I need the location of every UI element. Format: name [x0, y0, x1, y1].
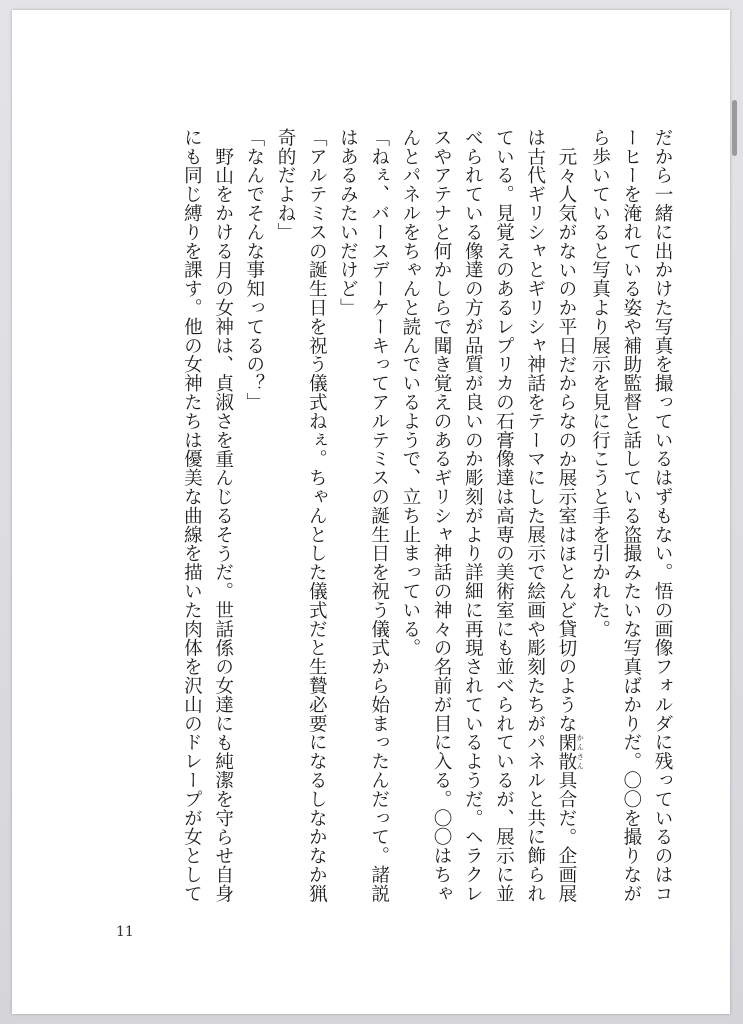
vertical-scrollbar[interactable]: [732, 100, 737, 156]
paragraph-4-dialogue: 「アルテミスの誕生日を祝う儀式ねぇ。ちゃんとした儀式だと生贄必要になるしなかなか猟奇的だよね」: [275, 128, 328, 903]
ruby-reading: かんさん: [576, 732, 585, 771]
page-number: 11: [116, 924, 134, 940]
paragraph-6: 野山をかける月の女神は、貞淑さを重んじるそうだ。世話係の女達にも純潔を守らせ自身にも同じ縛りを課す。他の女神たちは優美な曲線を描いた肉体を沢山のドレープが女として: [181, 128, 234, 903]
paragraph-2: [395, 128, 585, 918]
ruby-base: 閑散: [555, 732, 577, 771]
vertical-text-body: [108, 128, 678, 918]
paragraph-2-text-before: 元々人気がないのか平日だからなのか展示室はほとんど貸切のような: [555, 146, 577, 733]
paragraph-2-text-after: 具合だ。企画展は古代ギリシャとギリシャ神話をテーマにした展示で絵画や彫刻たちがパネルと共に飾られている。見覚えのあるレプリカの石膏像達は高専の美術室にも並べられているが、展示に並べられている像達の方が品質が良いのか彫刻がより詳細に再現されているようだ。ヘラクレスやアテナと何かしらで聞き覚えのあるギリシャ神話の神々の名前が目に入る。〇〇はちゃんとパネルをちゃんと読んでいるようで、立ち止まっている。: [399, 128, 577, 903]
book-page: [12, 10, 730, 1014]
paragraph-1: だから一緒に出かけた写真を撮っているはずもない。悟の画像フォルダに残っているのはコーヒーを淹れている姿や補助監督と話している盗撮みたいな写真ばかりだ。〇〇を撮りながら歩いていると写真より展示を見に行こうと手を引かれた。: [589, 128, 673, 903]
ruby-annotation: [555, 732, 585, 771]
paragraph-5-dialogue: 「なんでそんな事知ってるの？」: [243, 128, 265, 412]
paragraph-3-dialogue: 「ねぇ、バースデーケーキってアルテミスの誕生日を祝う儀式から始まったんだって。諸説はあるみたいだけど」: [337, 128, 390, 903]
